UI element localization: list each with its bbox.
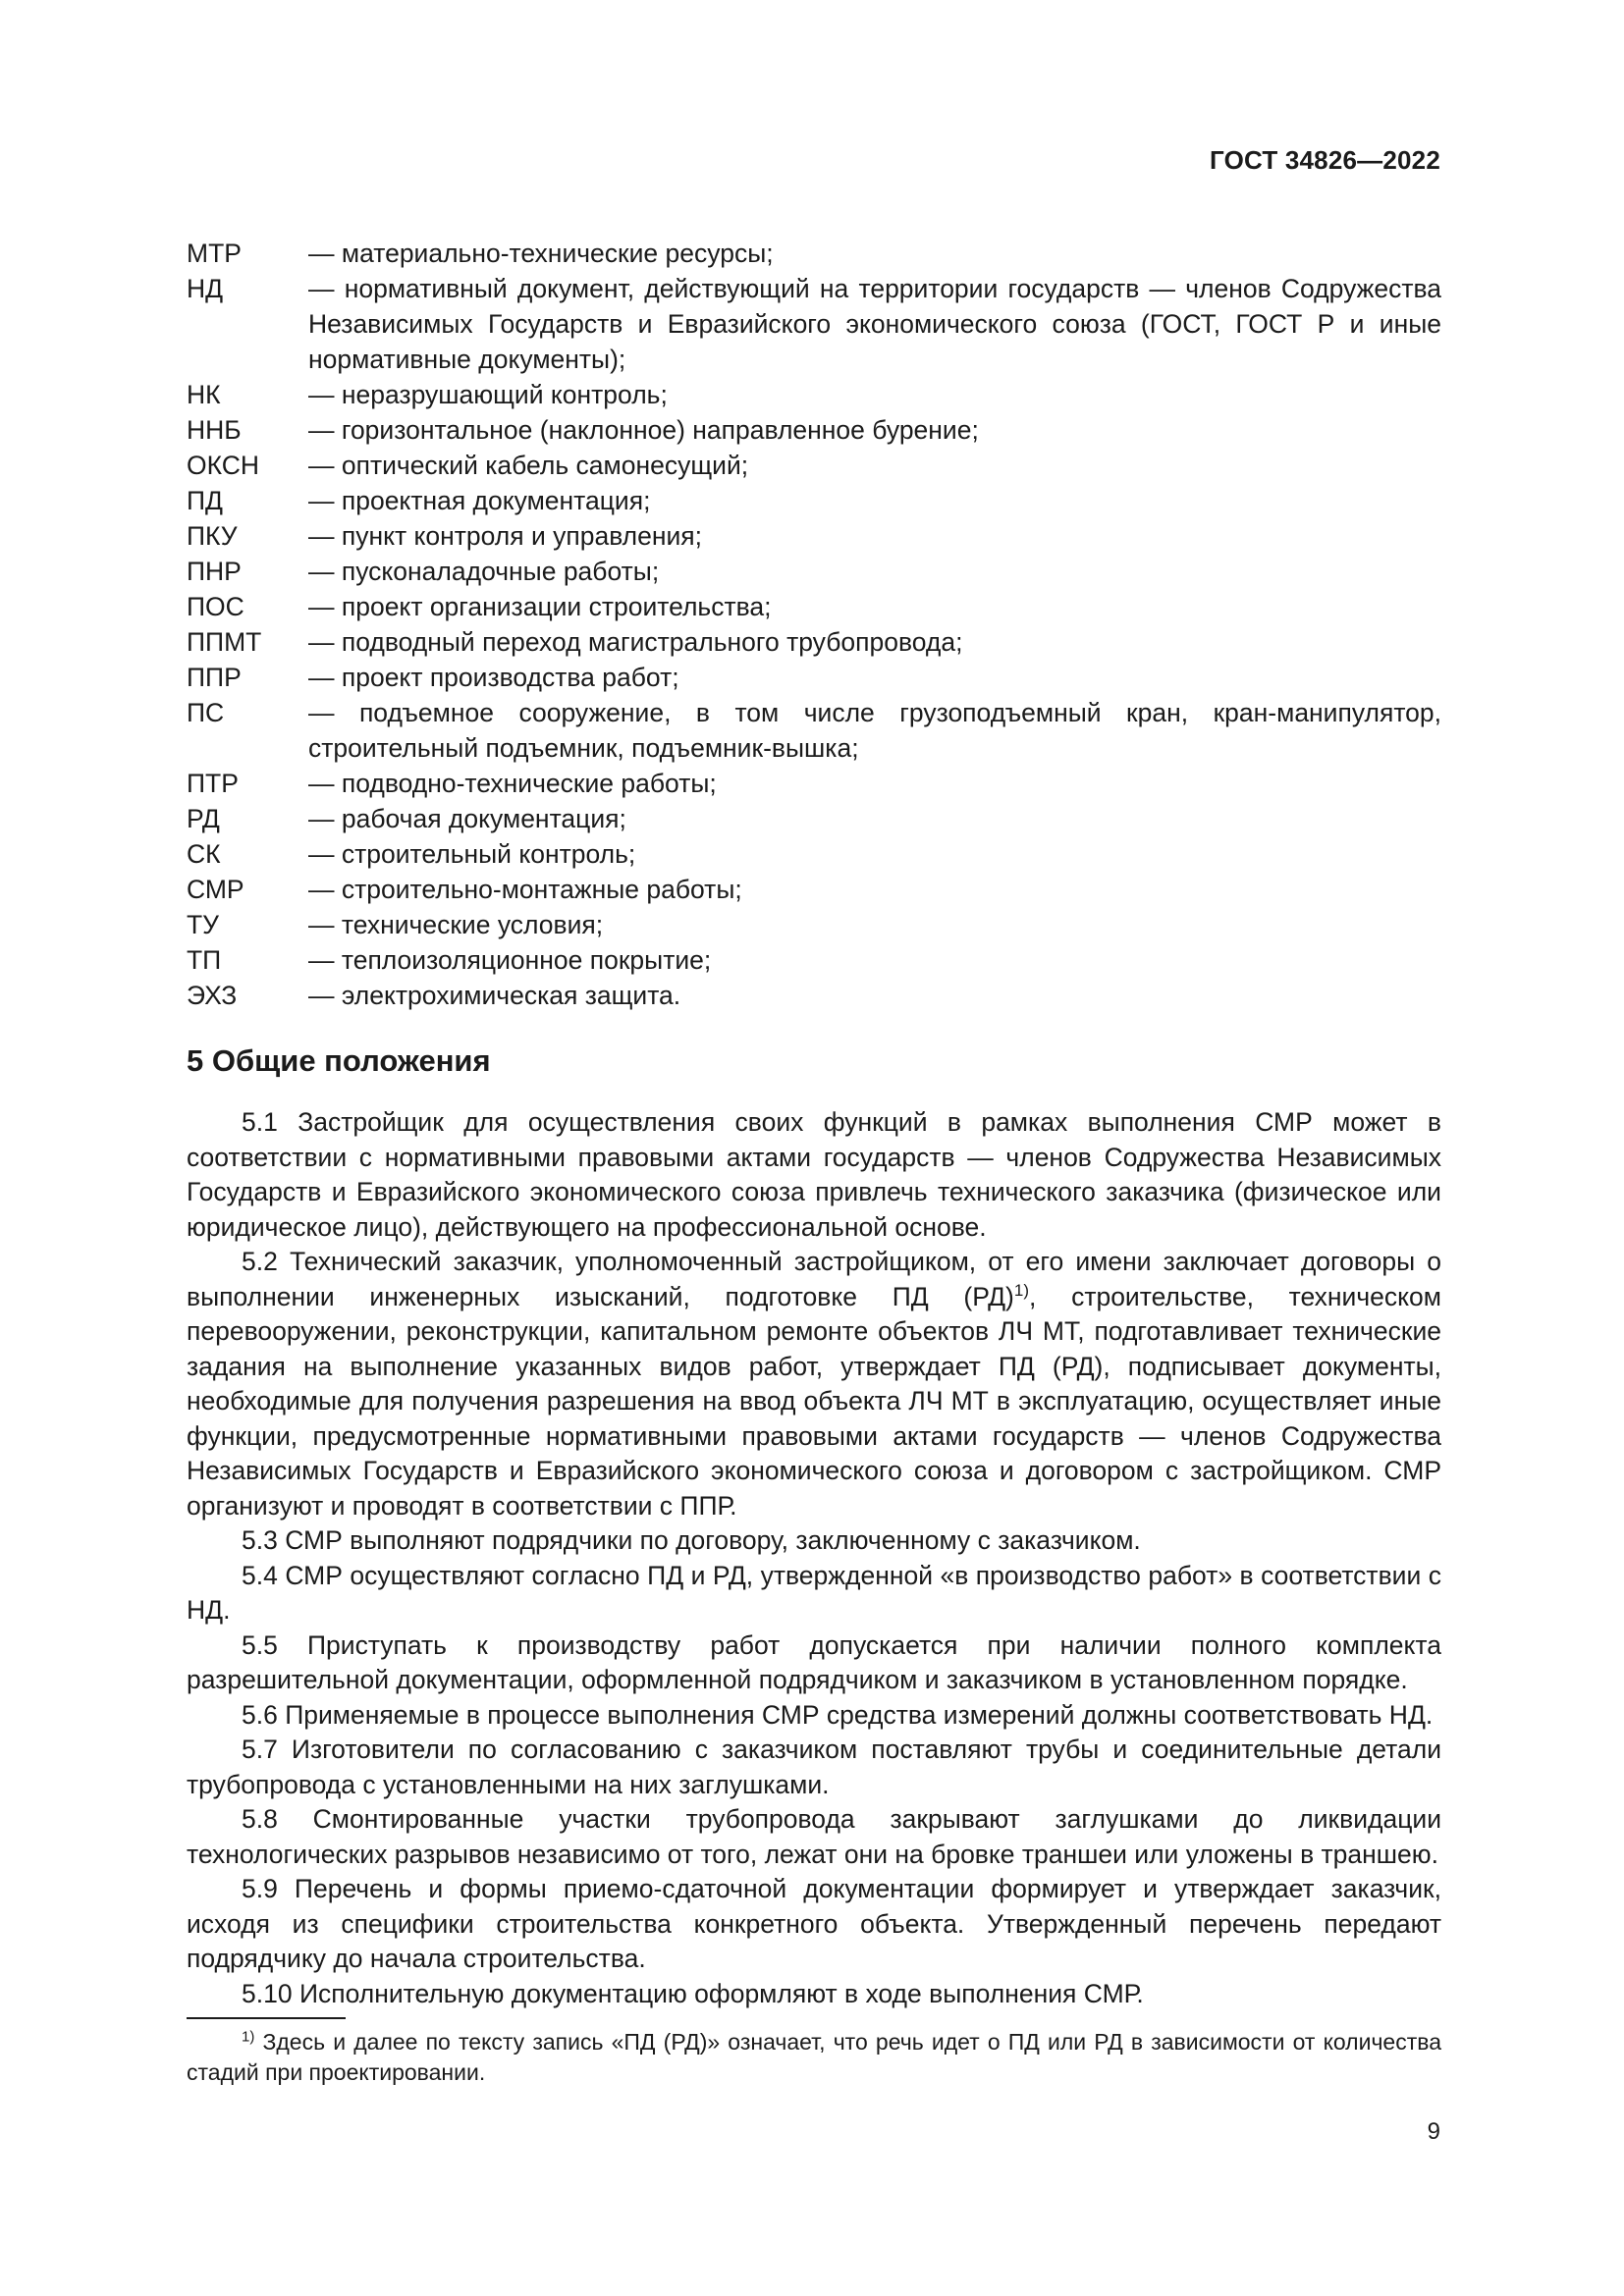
abbreviation-definition: — теплоизоляционное покрытие;: [308, 945, 712, 975]
paragraph-5-5: 5.5 Приступать к производству работ допускается при наличии полного комплекта разрешительной документации, оформленной подрядчиком и заказчиком в установленном порядке.: [187, 1629, 1441, 1694]
abbreviation-row: [187, 377, 1441, 412]
paragraph-text: 5.2 Технический заказчик, уполномоченный застройщиком, от его имени заключает договоры о выполнении инженерных изысканий, подготовке ПД (РД): [187, 1247, 1441, 1311]
paragraph-5-10: 5.10 Исполнительную документацию оформляют в ходе выполнения СМР.: [242, 1978, 1144, 2008]
abbreviation-term: СК: [187, 839, 221, 869]
abbreviation-term: РД: [187, 804, 220, 833]
document-code: ГОСТ 34826—2022: [1210, 145, 1440, 175]
abbreviation-row: [187, 660, 1441, 695]
abbreviation-row: [187, 872, 1441, 907]
footnote-divider: [187, 2017, 346, 2019]
section-body: [187, 1105, 1441, 2011]
abbreviation-term: ТП: [187, 945, 222, 975]
abbreviation-row: [187, 589, 1441, 624]
abbreviation-row: [187, 483, 1441, 518]
abbreviation-row: [187, 412, 1441, 448]
abbreviation-term: НК: [187, 380, 221, 409]
abbreviation-list: [187, 236, 1441, 1013]
abbreviation-row: [187, 518, 1441, 554]
page-number: 9: [1427, 2118, 1440, 2145]
section-title: 5 Общие положения: [187, 1043, 491, 1078]
abbreviation-term: ПНР: [187, 557, 242, 586]
abbreviation-definition: — электрохимическая защита.: [308, 981, 681, 1010]
paragraph-5-9: 5.9 Перечень и формы приемо-сдаточной документации формирует и утверждает заказчик, исходя из специфики строительства конкретного объекта. Утвержденный перечень передают подрядчику до начала строительства.: [187, 1874, 1441, 1973]
abbreviation-definition: — подъемное сооружение, в том числе грузоподъемный кран, кран-манипулятор, строительный подъемник, подъемник-вышка;: [308, 698, 1441, 763]
footnote-reference[interactable]: 1): [1013, 1280, 1030, 1300]
abbreviation-term: ППМТ: [187, 627, 262, 657]
abbreviation-definition: — проект производства работ;: [308, 663, 679, 692]
abbreviation-term: ЭХЗ: [187, 981, 238, 1010]
paragraph-5-4: 5.4 СМР осуществляют согласно ПД и РД, утвержденной «в производство работ» в соответствии с НД.: [187, 1560, 1441, 1625]
abbreviation-row: [187, 554, 1441, 589]
footnote: [187, 2027, 1441, 2088]
abbreviation-term: ОКСН: [187, 451, 260, 480]
abbreviation-row: [187, 836, 1441, 872]
footnote-mark: 1): [242, 2028, 255, 2046]
paragraph-5-2: [187, 1245, 1441, 1523]
abbreviation-definition: — неразрушающий контроль;: [308, 380, 668, 409]
abbreviation-definition: — подводно-технические работы;: [308, 769, 717, 798]
abbreviation-term: ПКУ: [187, 521, 238, 551]
abbreviation-row: [187, 766, 1441, 801]
abbreviation-definition: — строительный контроль;: [308, 839, 636, 869]
abbreviation-row: [187, 907, 1441, 942]
abbreviation-row: [187, 978, 1441, 1013]
abbreviation-definition: — нормативный документ, действующий на территории государств — членов Содружества Независимых Государств и Евразийского экономического союза (ГОСТ, ГОСТ Р и иные нормативные документы);: [308, 274, 1441, 374]
paragraph-5-1: 5.1 Застройщик для осуществления своих функций в рамках выполнения СМР может в соответствии с нормативными правовыми актами государств — членов Содружества Независимых Государств и Евразийского экономического союза привлечь технического заказчика (физическое или юридическое лицо), действующего на профессиональной основе.: [187, 1107, 1441, 1242]
abbreviation-row: [187, 271, 1441, 377]
abbreviation-definition: — рабочая документация;: [308, 804, 626, 833]
abbreviation-term: ННБ: [187, 415, 242, 445]
abbreviation-row: [187, 236, 1441, 271]
abbreviation-term: ТУ: [187, 910, 220, 939]
abbreviation-term: СМР: [187, 875, 244, 904]
abbreviation-term: ПД: [187, 486, 223, 515]
abbreviation-row: [187, 695, 1441, 766]
abbreviation-definition: — материально-технические ресурсы;: [308, 239, 774, 268]
abbreviation-term: НД: [187, 274, 224, 303]
abbreviation-definition: — пункт контроля и управления;: [308, 521, 703, 551]
abbreviation-definition: — горизонтальное (наклонное) направленное бурение;: [308, 415, 979, 445]
paragraph-text: , строительстве, техническом перевооружении, реконструкции, капитальном ремонте объектов ЛЧ МТ, подготавливает технические задания на выполнение указанных видов работ, утверждает ПД (РД), подписывает документы, необходимые для получения разрешения на ввод объекта ЛЧ МТ в эксплуатацию, осуществляет иные функции, предусмотренные нормативными правовыми актами государств — членов Содружества Независимых Государств и Евразийского экономического союза и договором с застройщиком. СМР организуют и проводят в соответствии с ППР.: [187, 1281, 1441, 1521]
abbreviation-definition: — проект организации строительства;: [308, 592, 772, 621]
abbreviation-term: ПС: [187, 698, 225, 727]
abbreviation-definition: — строительно-монтажные работы;: [308, 875, 742, 904]
abbreviation-term: ППР: [187, 663, 242, 692]
abbreviation-definition: — пусконаладочные работы;: [308, 557, 660, 586]
abbreviation-definition: — проектная документация;: [308, 486, 651, 515]
footnote-text: Здесь и далее по тексту запись «ПД (РД)» означает, что речь идет о ПД или РД в зависимости от количества стадий при проектировании.: [187, 2029, 1441, 2085]
paragraph-5-6: 5.6 Применяемые в процессе выполнения СМР средства измерений должны соответствовать НД.: [242, 1699, 1434, 1730]
abbreviation-row: [187, 448, 1441, 483]
abbreviation-row: [187, 801, 1441, 836]
paragraph-5-3: 5.3 СМР выполняют подрядчики по договору, заключенному с заказчиком.: [242, 1525, 1141, 1555]
paragraph-5-7: 5.7 Изготовители по согласованию с заказчиком поставляют трубы и соединительные детали трубопровода с установленными на них заглушками.: [187, 1735, 1441, 1799]
abbreviation-row: [187, 624, 1441, 660]
abbreviation-definition: — оптический кабель самонесущий;: [308, 451, 749, 480]
abbreviation-row: [187, 942, 1441, 978]
abbreviation-definition: — технические условия;: [308, 910, 604, 939]
paragraph-5-8: 5.8 Смонтированные участки трубопровода закрывают заглушками до ликвидации технологических разрывов независимо от того, лежат они на бровке траншеи или уложены в траншею.: [187, 1804, 1441, 1869]
abbreviation-term: ПТР: [187, 769, 239, 798]
abbreviation-term: МТР: [187, 239, 242, 268]
abbreviation-definition: — подводный переход магистрального трубопровода;: [308, 627, 963, 657]
abbreviation-term: ПОС: [187, 592, 244, 621]
